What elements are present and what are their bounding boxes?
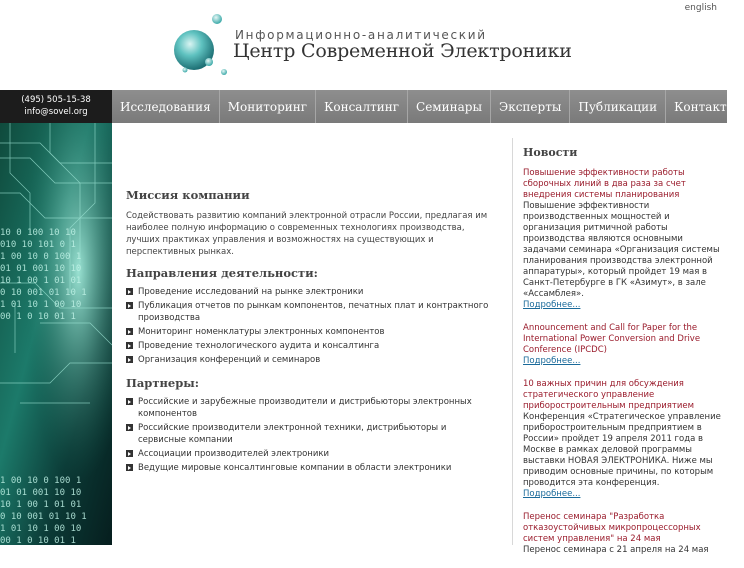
logo-icon[interactable] [172,12,242,82]
main-navigation [112,90,737,123]
list-item: Проведение технологического аудита и консалтинга [126,340,496,352]
list-item: Публикация отчетов по рынкам компонентов, печатных плат и контрактного производства [126,300,496,324]
directions-heading: Направления деятельности: [126,266,318,280]
svg-text:00 1 0 10 01 1: 00 1 0 10 01 1 [0,536,76,546]
svg-text:01 01 001 10 10: 01 01 001 10 10 [0,264,82,274]
contact-phone: (495) 505-15-38 [21,95,91,105]
svg-text:10 1 00 1 01 01: 10 1 00 1 01 01 [0,500,82,510]
nav-item-research[interactable]: Исследования [112,90,220,123]
svg-text:10 0 100 10 10: 10 0 100 10 10 [0,228,76,238]
news-body: Конференция «Стратегическое управление приборостроительным предприятием в России» пройдет 19 апреля 2011 года в Москве в рамках деловой программы выставки НОВАЯ ЭЛЕКТРОНИКА. Ниже мы приводим основные причины, по которым проводится эта конференция. [523,412,721,488]
news-item [523,168,723,311]
contact-box [0,90,112,123]
nav-item-contacts[interactable]: Контакты [674,99,737,114]
mission-text: Содействовать развитию компаний электронной отрасли России, предлагая им наиболее полную информацию о современных технологиях производства, лучших практиках управления и возможностях на существующих и перспективных рынках. [126,211,488,257]
svg-text:0 10 001 01 10 1: 0 10 001 01 10 1 [0,512,87,522]
news-item [523,512,723,556]
partners-list [126,396,496,474]
svg-text:0 10 001 01 10 1: 0 10 001 01 10 1 [0,288,87,298]
news-headline-link[interactable]: 10 важных причин для обсуждения стратегического управление приборостроительным предприятием [523,379,695,411]
list-item: Ведущие мировые консалтинговые компании в области электроники [126,462,496,474]
svg-text:01 01 001 10 10: 01 01 001 10 10 [0,488,82,498]
news-body: Перенос семинара с 21 апреля на 24 мая [523,545,709,555]
news-body: Повышение эффективности производственных мощностей и организация ритмичной работы производства являются основными задачами семинара «Организация системы планирования производства электронной аппаратуры», который пройдет 19 мая в Санкт-Петербурге в ГК «Азимут», в зале «Ассамблея». [523,201,720,299]
svg-text:1 00 10 0 100 1: 1 00 10 0 100 1 [0,252,82,262]
svg-text:1 01 10 1 00 10: 1 01 10 1 00 10 [0,524,82,534]
list-item: Российские и зарубежные производители и дистрибьюторы электронных компонентов [126,396,496,420]
list-item: Проведение исследований на рынке электроники [126,286,496,298]
list-item: Организация конференций и семинаров [126,354,496,366]
main-content [126,188,496,484]
header-subtitle: Информационно-аналитический [235,28,487,42]
news-headline-link[interactable]: Повышение эффективности работы сборочных линий в два раза за счет внедрения системы планирования [523,168,686,200]
news-more-link[interactable]: Подробнее... [523,300,581,310]
directions-list [126,286,496,366]
list-item: Ассоциации производителей электроники [126,448,496,460]
news-title: Новости [523,146,578,159]
svg-text:00 1 0 10 01 1: 00 1 0 10 01 1 [0,312,76,322]
news-more-link[interactable]: Подробнее... [523,489,581,499]
nav-item-experts[interactable]: Эксперты [491,90,570,123]
news-item [523,323,723,367]
list-item: Мониторинг номенклатуры электронных компонентов [126,326,496,338]
news-more-link[interactable]: Подробнее... [523,356,581,366]
news-divider [512,138,513,545]
english-language-link[interactable]: english [684,3,717,13]
nav-item-consulting[interactable]: Консалтинг [316,90,408,123]
decorative-circuit-image [0,123,112,545]
header-title: Центр Современной Электроники [233,40,572,62]
mission-heading: Миссия компании [126,188,250,202]
news-headline-link[interactable]: Announcement and Call for Paper for the International Power Conversion and Drive Conference (IPCDC) [523,323,701,355]
partners-heading: Партнеры: [126,376,200,390]
news-panel [523,146,723,568]
contact-email[interactable]: info@sovel.org [24,107,88,117]
nav-item-monitoring[interactable]: Мониторинг [220,90,316,123]
news-headline-link[interactable]: Перенос семинара "Разработка отказоустойчивых микропроцессорных систем управления" на 24 мая [523,512,701,544]
news-item [523,379,723,500]
nav-item-seminars[interactable]: Семинары [408,90,491,123]
svg-text:10 1 00 1 01 01: 10 1 00 1 01 01 [0,276,82,286]
svg-text:1 00 10 0 100 1: 1 00 10 0 100 1 [0,476,82,486]
svg-text:010 10 101 0 1: 010 10 101 0 1 [0,240,76,250]
nav-item-publications[interactable]: Публикации [570,90,666,123]
svg-text:1 01 10 1 00 10: 1 01 10 1 00 10 [0,300,82,310]
list-item: Российские производители электронной техники, дистрибьюторы и сервисные компании [126,422,496,446]
